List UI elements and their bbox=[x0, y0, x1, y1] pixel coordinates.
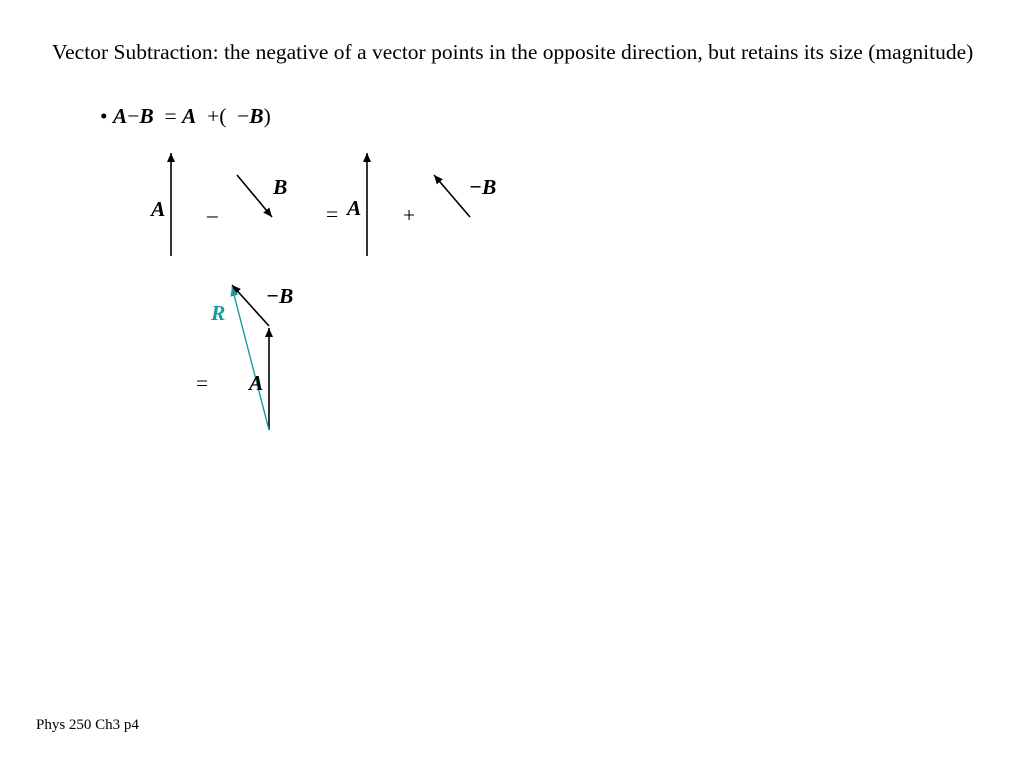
equation-rhs-b: B bbox=[249, 104, 264, 128]
equation-equals: = bbox=[164, 104, 177, 128]
label-resultant-r: R bbox=[211, 301, 226, 325]
equation-neg: − bbox=[237, 104, 250, 128]
bullet-marker: • bbox=[100, 104, 108, 128]
label-vector-neg-b: −B bbox=[469, 175, 497, 199]
equals-sign: = bbox=[326, 202, 339, 226]
plus-sign: + bbox=[403, 203, 416, 227]
label-vector-a-copy: A bbox=[347, 196, 362, 220]
result-equals-sign: = bbox=[196, 371, 209, 395]
label-vector-b: B bbox=[273, 175, 288, 199]
resultant-r-arrow bbox=[232, 287, 269, 430]
equation-close-paren: ) bbox=[263, 104, 271, 128]
vector-neg-b-arrow bbox=[434, 175, 470, 217]
equation-lhs-b: B bbox=[139, 104, 154, 128]
minus-sign: – bbox=[207, 203, 218, 227]
slide-description: Vector Subtraction: the negative of a vector points in the opposite direction, but retains its size (magnitude) bbox=[52, 40, 974, 64]
equation-rhs-a: A bbox=[182, 104, 197, 128]
slide-footer: Phys 250 Ch3 p4 bbox=[36, 717, 139, 733]
equation-plus-paren: +( bbox=[207, 104, 227, 128]
equation-minus: − bbox=[127, 104, 140, 128]
label-vector-a: A bbox=[151, 197, 166, 221]
label-result-a: A bbox=[249, 371, 264, 395]
label-result-neg-b: −B bbox=[266, 284, 294, 308]
resultant-neg-b-arrow bbox=[232, 285, 269, 326]
vector-b-arrow bbox=[237, 175, 272, 217]
equation-lhs-a: A bbox=[112, 104, 128, 128]
